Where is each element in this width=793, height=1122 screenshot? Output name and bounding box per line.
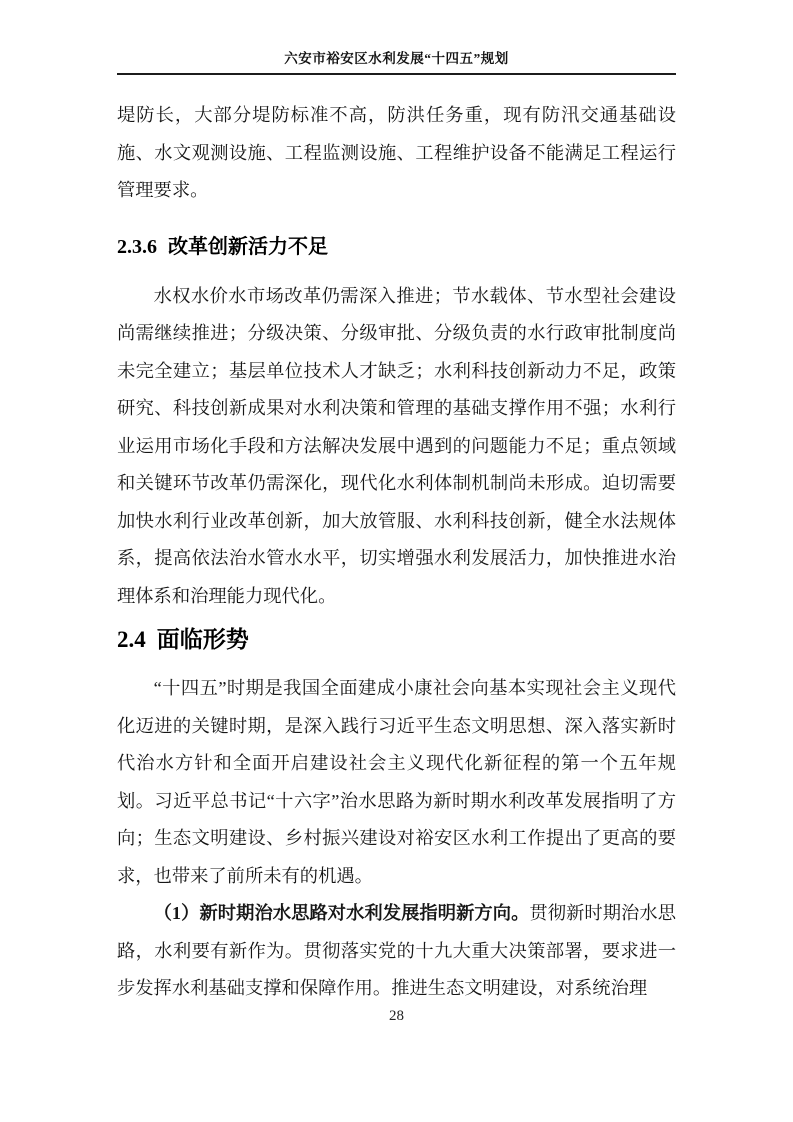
heading-2-4-title: 面临形势 (156, 627, 249, 652)
page-number: 28 (389, 1008, 404, 1024)
paragraph-flood-infrastructure: 堤防长，大部分堤防标准不高，防洪任务重，现有防汛交通基础设施、水文观测设施、工程监测设施、工程维护设备不能满足工程运行管理要求。 (117, 105, 676, 200)
paragraph-item-1 (117, 895, 676, 1008)
paragraph-reform-innovation: 水权水价水市场改革仍需深入推进；节水载体、节水型社会建设尚需继续推进；分级决策、分级审批、分级负责的水行政审批制度尚未完全建立；基层单位技术人才缺乏；水利科技创新动力不足，政策研究、科技创新成果对水利决策和管理的基础支撑作用不强；水利行业运用市场化手段和方法解决发展中遇到的问题能力不足；重点领域和关键环节改革仍需深化，现代化水利体制机制尚未形成。迫切需要加快水利行业改革创新，加大放管服、水利科技创新，健全水法规体系，提高依法治水管水水平，切实增强水利发展活力，加快推进水治理体系和治理能力现代化。 (117, 285, 676, 606)
document-content (117, 97, 676, 1008)
page-header (117, 0, 676, 75)
paragraph-situation-overview: “十四五”时期是我国全面建成小康社会向基本实现社会主义现代化迈进的关键时期，是深入践行习近平生态文明思想、深入落实新时代治水方针和全面开启建设社会主义现代化新征程的第一个五年规划。习近平总书记“十六字”治水思路为新时期水利改革发展指明了方向；生态文明建设、乡村振兴建设对裕安区水利工作提出了更高的要求，也带来了前所未有的机遇。 (117, 678, 676, 886)
page-footer (0, 1007, 793, 1025)
item-1-lead: （1）新时期治水思路对水利发展指明新方向。 (153, 903, 530, 923)
heading-2-3-6-title: 改革创新活力不足 (168, 235, 328, 258)
running-header-title: 六安市裕安区水利发展“十四五”规划 (284, 51, 509, 66)
item-1-text: 贯彻新时期治水思路，水利要有新作为。贯彻落实党的十九大重大决策部署，要求进一步发挥水利基础支撑和保障作用。推进生态文明建设，对系统治理 (117, 903, 677, 998)
heading-2-4 (117, 624, 676, 656)
heading-2-3-6-number: 2.3.6 (117, 235, 157, 258)
heading-2-3-6 (117, 233, 676, 261)
heading-2-4-number: 2.4 (117, 627, 146, 652)
